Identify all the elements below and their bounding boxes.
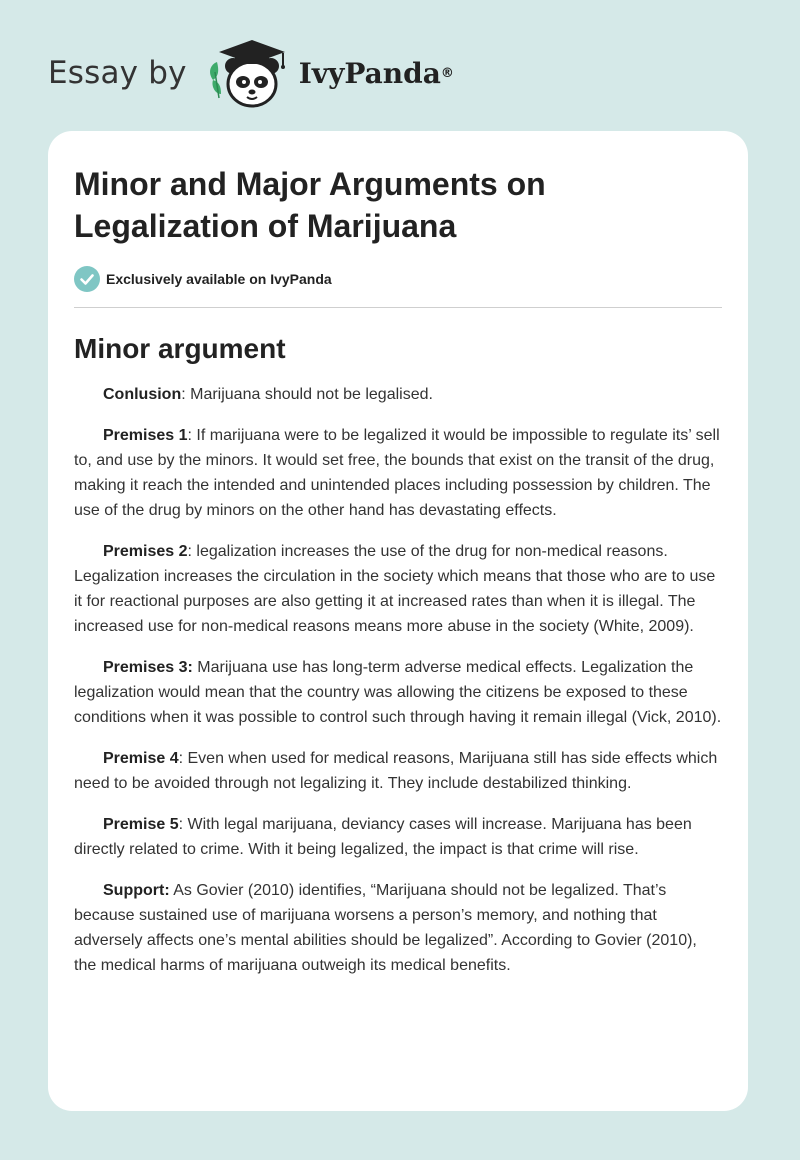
paragraph-text: : Even when used for medical reasons, Marijuana still has side effects which need to be avoided through not legalizing it. They include destabilized thinking.	[74, 750, 718, 792]
paragraph-lead: Premise 4	[103, 750, 179, 767]
panda-logo-icon	[205, 36, 297, 110]
paragraph-premise-4	[74, 746, 722, 796]
paragraph-lead: Conlusion	[103, 386, 182, 403]
paragraph-lead: Premises 3:	[103, 659, 193, 676]
paragraph-text: : With legal marijuana, deviancy cases will increase. Marijuana has been directly related to crime. With it being legalized, the impact is that crime will rise.	[74, 816, 692, 858]
brand-name: IvyPanda	[298, 56, 441, 90]
brand-registered-mark: ®	[440, 65, 454, 81]
paragraph-lead: Premises 2	[103, 543, 188, 560]
divider	[74, 307, 722, 308]
brand-header	[48, 36, 454, 110]
exclusive-badge-text: Exclusively available on IvyPanda	[106, 271, 332, 287]
paragraph-lead: Premises 1	[103, 427, 188, 444]
article-card	[48, 131, 748, 1111]
paragraph-text: : Marijuana should not be legalised.	[181, 386, 433, 403]
check-circle-icon	[74, 266, 100, 292]
article-title: Minor and Major Arguments on Legalization of Marijuana	[74, 166, 546, 244]
paragraph-premise-2	[74, 539, 722, 639]
paragraph-premise-1	[74, 423, 722, 523]
section-heading: Minor argument	[74, 333, 286, 364]
paragraph-premise-3	[74, 655, 722, 730]
paragraph-text: : If marijuana were to be legalized it would be impossible to regulate its’ sell to, and use by the minors. It would set free, the bounds that exist on the transit of the drug, making it reach the intended and unintended places including possession by children. The use of the drug by minors on the other hand has devastating effects.	[74, 427, 720, 519]
paragraph-text: As Govier (2010) identifies, “Marijuana should not be legalized. That’s because sustained use of marijuana worsens a person’s memory, and nothing that adversely affects one’s mental abilities should be legalized”. According to Govier (2010), the medical harms of marijuana outweigh its medical benefits.	[74, 882, 697, 974]
brand-prefix: Essay by	[48, 55, 187, 91]
paragraph-text: Marijuana use has long-term adverse medical effects. Legalization the legalization would mean that the country was allowing the citizens be exposed to these conditions when it was possible to control such through having it remain illegal (Vick, 2010).	[74, 659, 722, 726]
paragraph-lead: Support:	[103, 882, 170, 899]
paragraph-conclusion	[74, 382, 722, 407]
paragraph-lead: Premise 5	[103, 816, 179, 833]
paragraph-support	[74, 878, 722, 978]
paragraph-text: : legalization increases the use of the drug for non-medical reasons. Legalization increases the circulation in the society which means that those who are to use it for reactional purposes are also getting it at increased rates than when it is illegal. The increased use for non-medical reasons means more abuse in the society (White, 2009).	[74, 543, 716, 635]
exclusive-badge	[74, 265, 722, 293]
paragraph-premise-5	[74, 812, 722, 862]
